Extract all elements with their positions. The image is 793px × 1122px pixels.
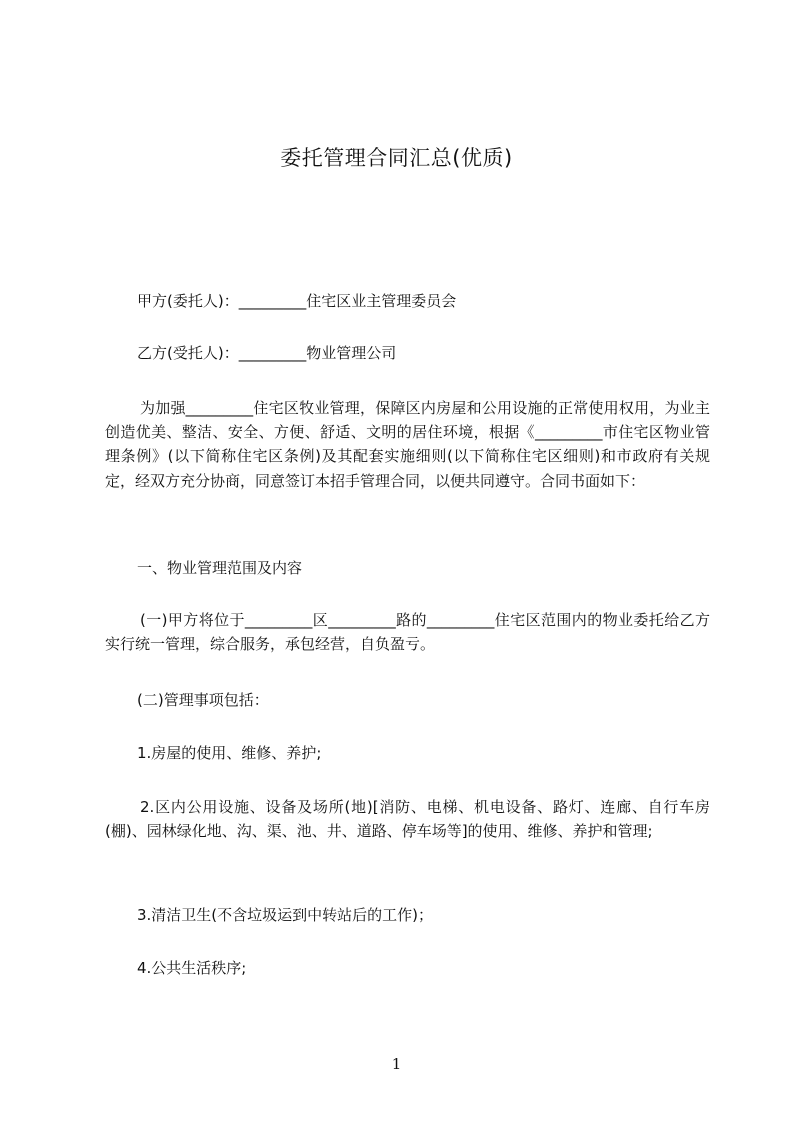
preamble-text: 为加强_________住宅区牧业管理，保障区内房屋和公用设施的正常使用权用，为业主创造优美、整洁、安全、方便、舒适、文明的居住环境，根据《_________市住宅区物业管理条例》(以下简称住宅区条例)及其配套实施细则(以下简称住宅区细则)和市政府有关规定，经双方充分协商，同意签订本招手管理合同，以便共同遵守。合同书面如下： [105, 399, 710, 490]
item-2-text: 2.区内公用设施、设备及场所(地)[消防、电梯、机电设备、路灯、连廊、自行车房(棚)、园林绿化地、沟、渠、池、井、道路、停车场等]的使用、维修、养护和管理; [105, 798, 710, 841]
clause-2-line: (二)管理事项包括： [137, 691, 269, 709]
clause-1-text: (一)甲方将位于_________区_________路的_________住宅区范围内的物业委托给乙方实行统一管理，综合服务，承包经营，自负盈亏。 [105, 611, 710, 654]
page-number: 1 [391, 1055, 402, 1073]
preamble-paragraph [105, 396, 710, 493]
item-1-line: 1.房屋的使用、维修、养护; [137, 744, 322, 762]
item-4-line: 4.公共生活秩序; [137, 959, 247, 977]
clause-1-paragraph [105, 608, 710, 656]
item-3-line: 3.清洁卫生(不含垃圾运到中转站后的工作)； [137, 906, 434, 924]
document-title: 委托管理合同汇总(优质) [280, 146, 513, 170]
party-b-line: 乙方(受托人)：_________物业管理公司 [137, 344, 397, 362]
party-a-line: 甲方(委托人)：_________住宅区业主管理委员会 [137, 292, 457, 310]
item-2-paragraph [105, 795, 710, 843]
section-1-heading: 一、物业管理范围及内容 [137, 559, 303, 577]
